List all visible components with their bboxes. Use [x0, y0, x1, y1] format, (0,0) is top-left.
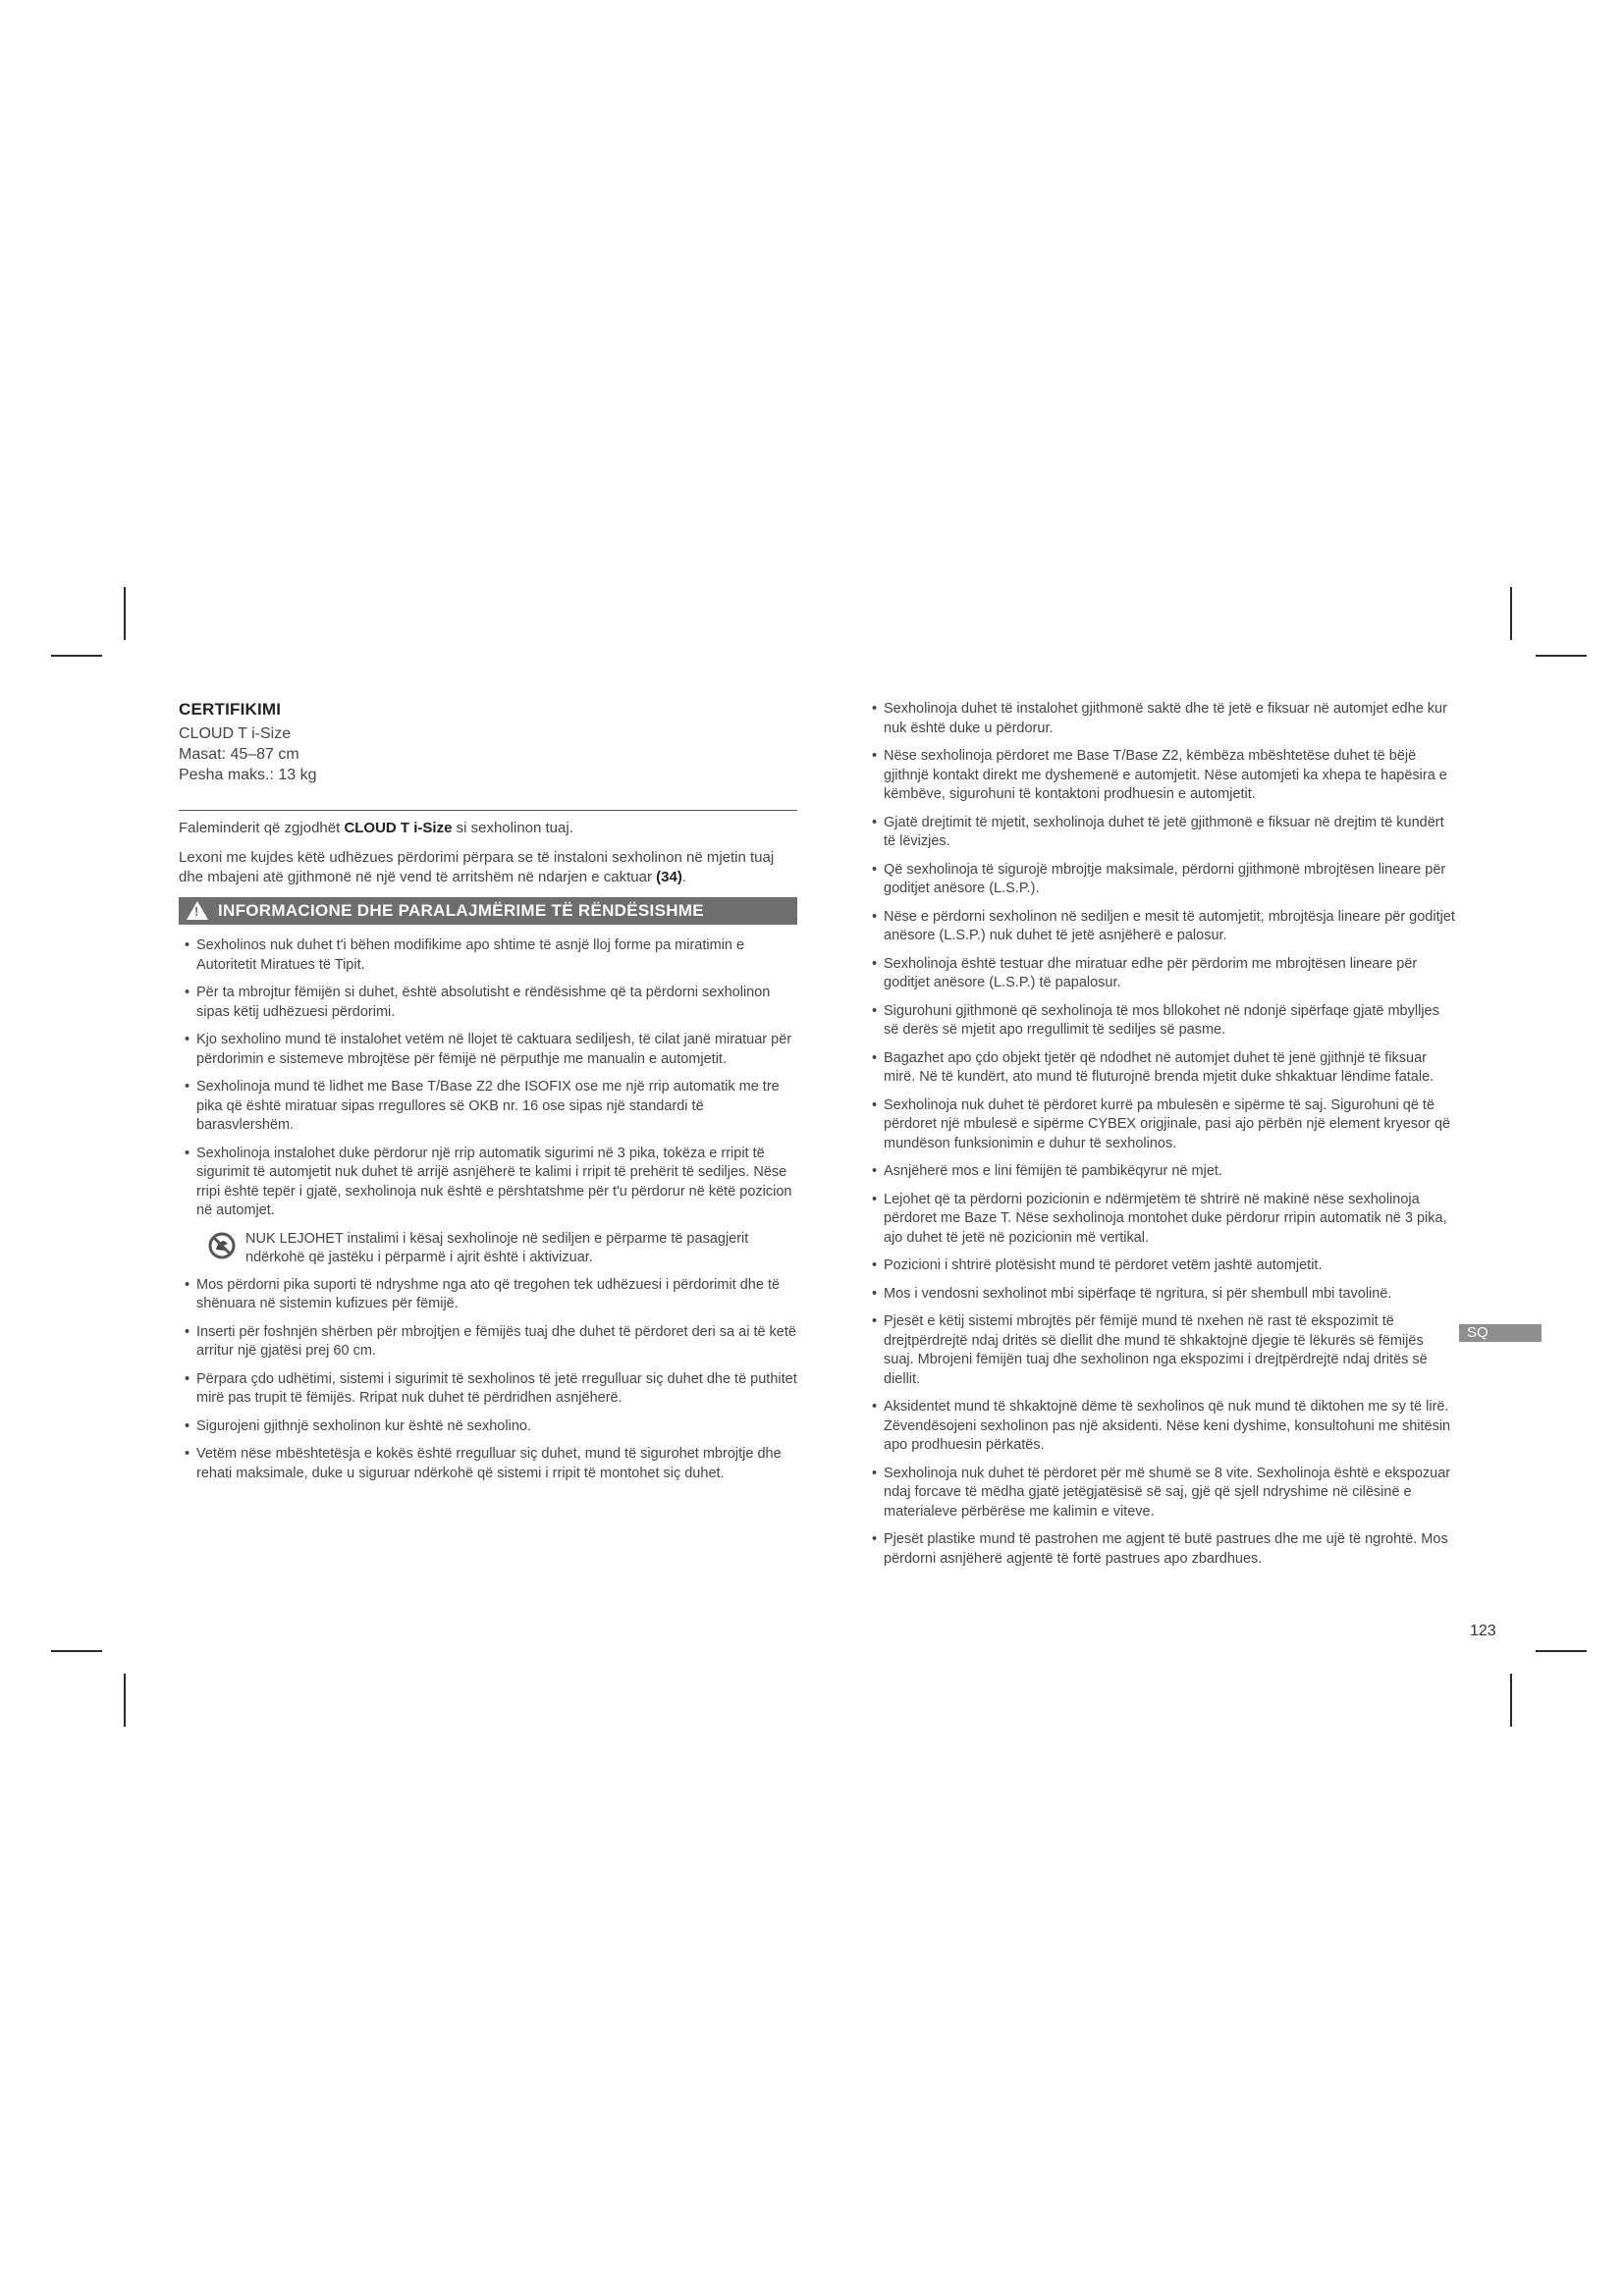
- crop-mark-top-right: [1510, 587, 1512, 640]
- list-item: • Mos i vendosni sexholinot mbi sipërfaqe të ngritura, si për shembull mbi tavolinë.: [866, 1285, 1455, 1305]
- warnings-list-a: [179, 936, 797, 1221]
- thanks-suffix: si sexholinon tuaj.: [452, 820, 573, 836]
- thanks-paragraph: [179, 819, 797, 838]
- certification-size: Masat: 45–87 cm: [179, 746, 299, 763]
- list-item: • Pjesët plastike mund të pastrohen me agjent të butë pastrues dhe me ujë të ngrohtë. Mos përdorni asnjëherë agjentë të fortë pastrues apo zbardhues.: [866, 1530, 1455, 1569]
- list-item: • Sexholinoja nuk duhet të përdoret për më shumë se 8 vite. Sexholinoja është e ekspozuar ndaj forcave të mëdha gjatë jetëgjatësisë së saj, gjë që sjell ndryshime në cilësinë e materialeve përbërëse me kalimin e viteve.: [866, 1465, 1455, 1522]
- crop-mark-top-right-h: [1536, 655, 1587, 657]
- no-airbag-icon: [208, 1232, 236, 1259]
- list-item: • Përpara çdo udhëtimi, sistemi i sigurimit të sexholinos të jetë rregulluar siç duhet dhe të puthitet mirë pas trupit të fëmijës. Rripat nuk duhet të përdridhen asnjëherë.: [179, 1370, 797, 1409]
- list-item: • Vetëm nëse mbështetësja e kokës është rregulluar siç duhet, mund të sigurohet mbrojtje dhe rehati maksimale, duke u siguruar ndërkohë që sistemi i rripit të montohet siç duhet.: [179, 1445, 797, 1483]
- list-item: • Që sexholinoja të sigurojë mbrojtje maksimale, përdorni gjithmonë mbrojtësen lineare për goditjet anësore (L.S.P.).: [866, 861, 1455, 899]
- crop-mark-top-left: [124, 587, 126, 640]
- list-item: • Nëse e përdorni sexholinon në sediljen e mesit të automjetit, mbrojtësja lineare për goditjet anësore (L.S.P.) nuk duhet të jetë asnjëherë e palosur.: [866, 908, 1455, 946]
- list-item: • Mos përdorni pika suporti të ndryshme nga ato që tregohen tek udhëzuesi i përdorimit dhe të shënuara në sistemin kufizues për fëmijë.: [179, 1276, 797, 1314]
- certification-title: CERTIFIKIMI: [179, 700, 282, 719]
- right-column: [866, 700, 1455, 1577]
- list-item: • Aksidentet mund të shkaktojnë dëme të sexholinos që nuk mund të diktohen me sy të lirë. Zëvendësojeni sexholinon pas një aksidenti. Nëse keni dyshime, konsultohuni me shitësin apo prodhuesin përkatës.: [866, 1398, 1455, 1456]
- list-item: • Gjatë drejtimit të mjetit, sexholinoja duhet të jetë gjithmonë e fiksuar në drejtim të kundërt të lëvizjes.: [866, 814, 1455, 852]
- language-tab: SQ: [1459, 1324, 1542, 1342]
- list-item: • Sexholinoja është testuar dhe miratuar edhe për përdorim me mbrojtësen lineare për goditjet anësore (L.S.P.) të papalosur.: [866, 955, 1455, 993]
- crop-mark-top-left-h: [51, 655, 102, 657]
- crop-mark-bottom-right-h: [1536, 1650, 1587, 1652]
- read-manual-end: .: [681, 869, 686, 885]
- warning-banner: [179, 897, 797, 925]
- list-item: • Nëse sexholinoja përdoret me Base T/Base Z2, këmbëza mbështetëse duhet të bëjë gjithnjë kontakt direkt me dyshemenë e automjetit. Nëse automjeti ka xhepa te hapësira e këmbëve, sigurohuni të kontaktoni prodhuesin e automjetit.: [866, 747, 1455, 805]
- crop-mark-bottom-left: [124, 1674, 126, 1727]
- certification-weight: Pesha maks.: 13 kg: [179, 767, 317, 783]
- read-manual-text: Lexoni me kujdes këtë udhëzues përdorimi përpara se të instaloni sexholinon në mjetin tuaj dhe mbajeni atë gjithmonë në një vend të arritshëm në ndarjen e caktuar: [179, 849, 775, 885]
- list-item: • Lejohet që ta përdorni pozicionin e ndërmjetëm të shtrirë në makinë nëse sexholinoja përdoret me Baze T. Nëse sexholinoja montohet duke përdorur rripin automatik në 3 pika, ajo duhet të jetë në pozicionin më vertikal.: [866, 1191, 1455, 1249]
- list-item: • Asnjëherë mos e lini fëmijën të pambikëqyrur në mjet.: [866, 1162, 1455, 1182]
- list-item: • Sigurojeni gjithnjë sexholinon kur është në sexholino.: [179, 1417, 797, 1437]
- airbag-warning-text: NUK LEJOHET instalimi i kësaj sexholinoje në sediljen e përparme të pasagjerit ndërkohë që jastëku i përparmë i ajrit është i aktivizuar.: [245, 1230, 749, 1265]
- thanks-prefix: Faleminderit që zgjodhët: [179, 820, 345, 836]
- warning-triangle-icon: !: [187, 901, 208, 920]
- product-name: CLOUD T i-Size: [344, 820, 453, 836]
- list-item: • Sexholinos nuk duhet t'i bëhen modifikime apo shtime të asnjë lloj forme pa miratimin e Autoritetit Miratues të Tipit.: [179, 936, 797, 975]
- airbag-warning: [179, 1230, 797, 1268]
- left-column: [179, 700, 797, 1492]
- warning-banner-title: INFORMACIONE DHE PARALAJMËRIME TË RËNDËSISHME: [218, 901, 704, 920]
- list-item: • Pjesët e këtij sistemi mbrojtës për fëmijë mund të nxehen në rast të ekspozimit të drejtpërdrejtë ndaj dritës së diellit dhe mund të shkaktojnë djegie të lëkurës së fëmijës suaj. Mbrojeni fëmijën tuaj dhe sexholinon nga ekspozimi i drejtpërdrejtë ndaj dritës së diellit.: [866, 1312, 1455, 1389]
- list-item: • Sexholinoja nuk duhet të përdoret kurrë pa mbulesën e sipërme të saj. Sigurohuni që të përdoret një mbulesë e sipërme CYBEX origjinale, pasi ajo përbën një element kryesor që mundëson funksionimin e duhur të sexholinos.: [866, 1096, 1455, 1154]
- list-item: • Inserti për foshnjën shërben për mbrojtjen e fëmijës tuaj dhe duhet të përdoret deri sa ai të ketë arritur një gjatësi prej 60 cm.: [179, 1323, 797, 1362]
- crop-mark-bottom-left-h: [51, 1650, 102, 1652]
- list-item: • Kjo sexholino mund të instalohet vetëm në llojet të caktuara sediljesh, të cilat janë miratuar për përdorimin e sistemeve mbrojtëse për fëmijë në përputhje me manualin e automjetit.: [179, 1031, 797, 1069]
- list-item: • Sexholinoja instalohet duke përdorur një rrip automatik sigurimi në 3 pika, tokëza e rripit të sigurimit të automjetit nuk duhet të arrijë asnjëherë te kalimi i rripit të prehërit të sediljes. Nëse rripi është tepër i gjatë, sexholinoja nuk është e përshtatshme për t'u përdorur në këtë pozicion në automjet.: [179, 1145, 797, 1221]
- list-item: • Sigurohuni gjithmonë që sexholinoja të mos bllokohet në ndonjë sipërfaqe gjatë mbylljes së derës së mjetit apo rregullimit të sediljes së pasme.: [866, 1002, 1455, 1041]
- page-number: 123: [1470, 1623, 1496, 1639]
- list-item: • Bagazhet apo çdo objekt tjetër që ndodhet në automjet duhet të jenë gjithnjë të fiksuar mirë. Në të kundërt, ato mund të fluturojnë brenda mjetit duke shkaktuar lëndime fatale.: [866, 1049, 1455, 1088]
- certification-product: CLOUD T i-Size: [179, 725, 292, 742]
- warnings-list-right: [866, 700, 1455, 1569]
- list-item: • Pozicioni i shtrirë plotësisht mund të përdoret vetëm jashtë automjetit.: [866, 1256, 1455, 1276]
- compartment-reference: (34): [656, 869, 682, 885]
- list-item: • Sexholinoja duhet të instalohet gjithmonë saktë dhe të jetë e fiksuar në automjet edhe kur nuk është duke u përdorur.: [866, 700, 1455, 738]
- list-item: • Sexholinoja mund të lidhet me Base T/Base Z2 dhe ISOFIX ose me një rrip automatik me tre pika që është miratuar sipas rregullores së OKB nr. 16 ose sipas një standardi të barasvlershëm.: [179, 1078, 797, 1136]
- warnings-list-b: [179, 1276, 797, 1484]
- read-manual-paragraph: [179, 848, 797, 887]
- section-divider: [179, 810, 797, 811]
- list-item: • Për ta mbrojtur fëmijën si duhet, është absolutisht e rëndësishme që ta përdorni sexholinon sipas këtij udhëzuesi përdorimi.: [179, 984, 797, 1022]
- crop-mark-bottom-right: [1510, 1674, 1512, 1727]
